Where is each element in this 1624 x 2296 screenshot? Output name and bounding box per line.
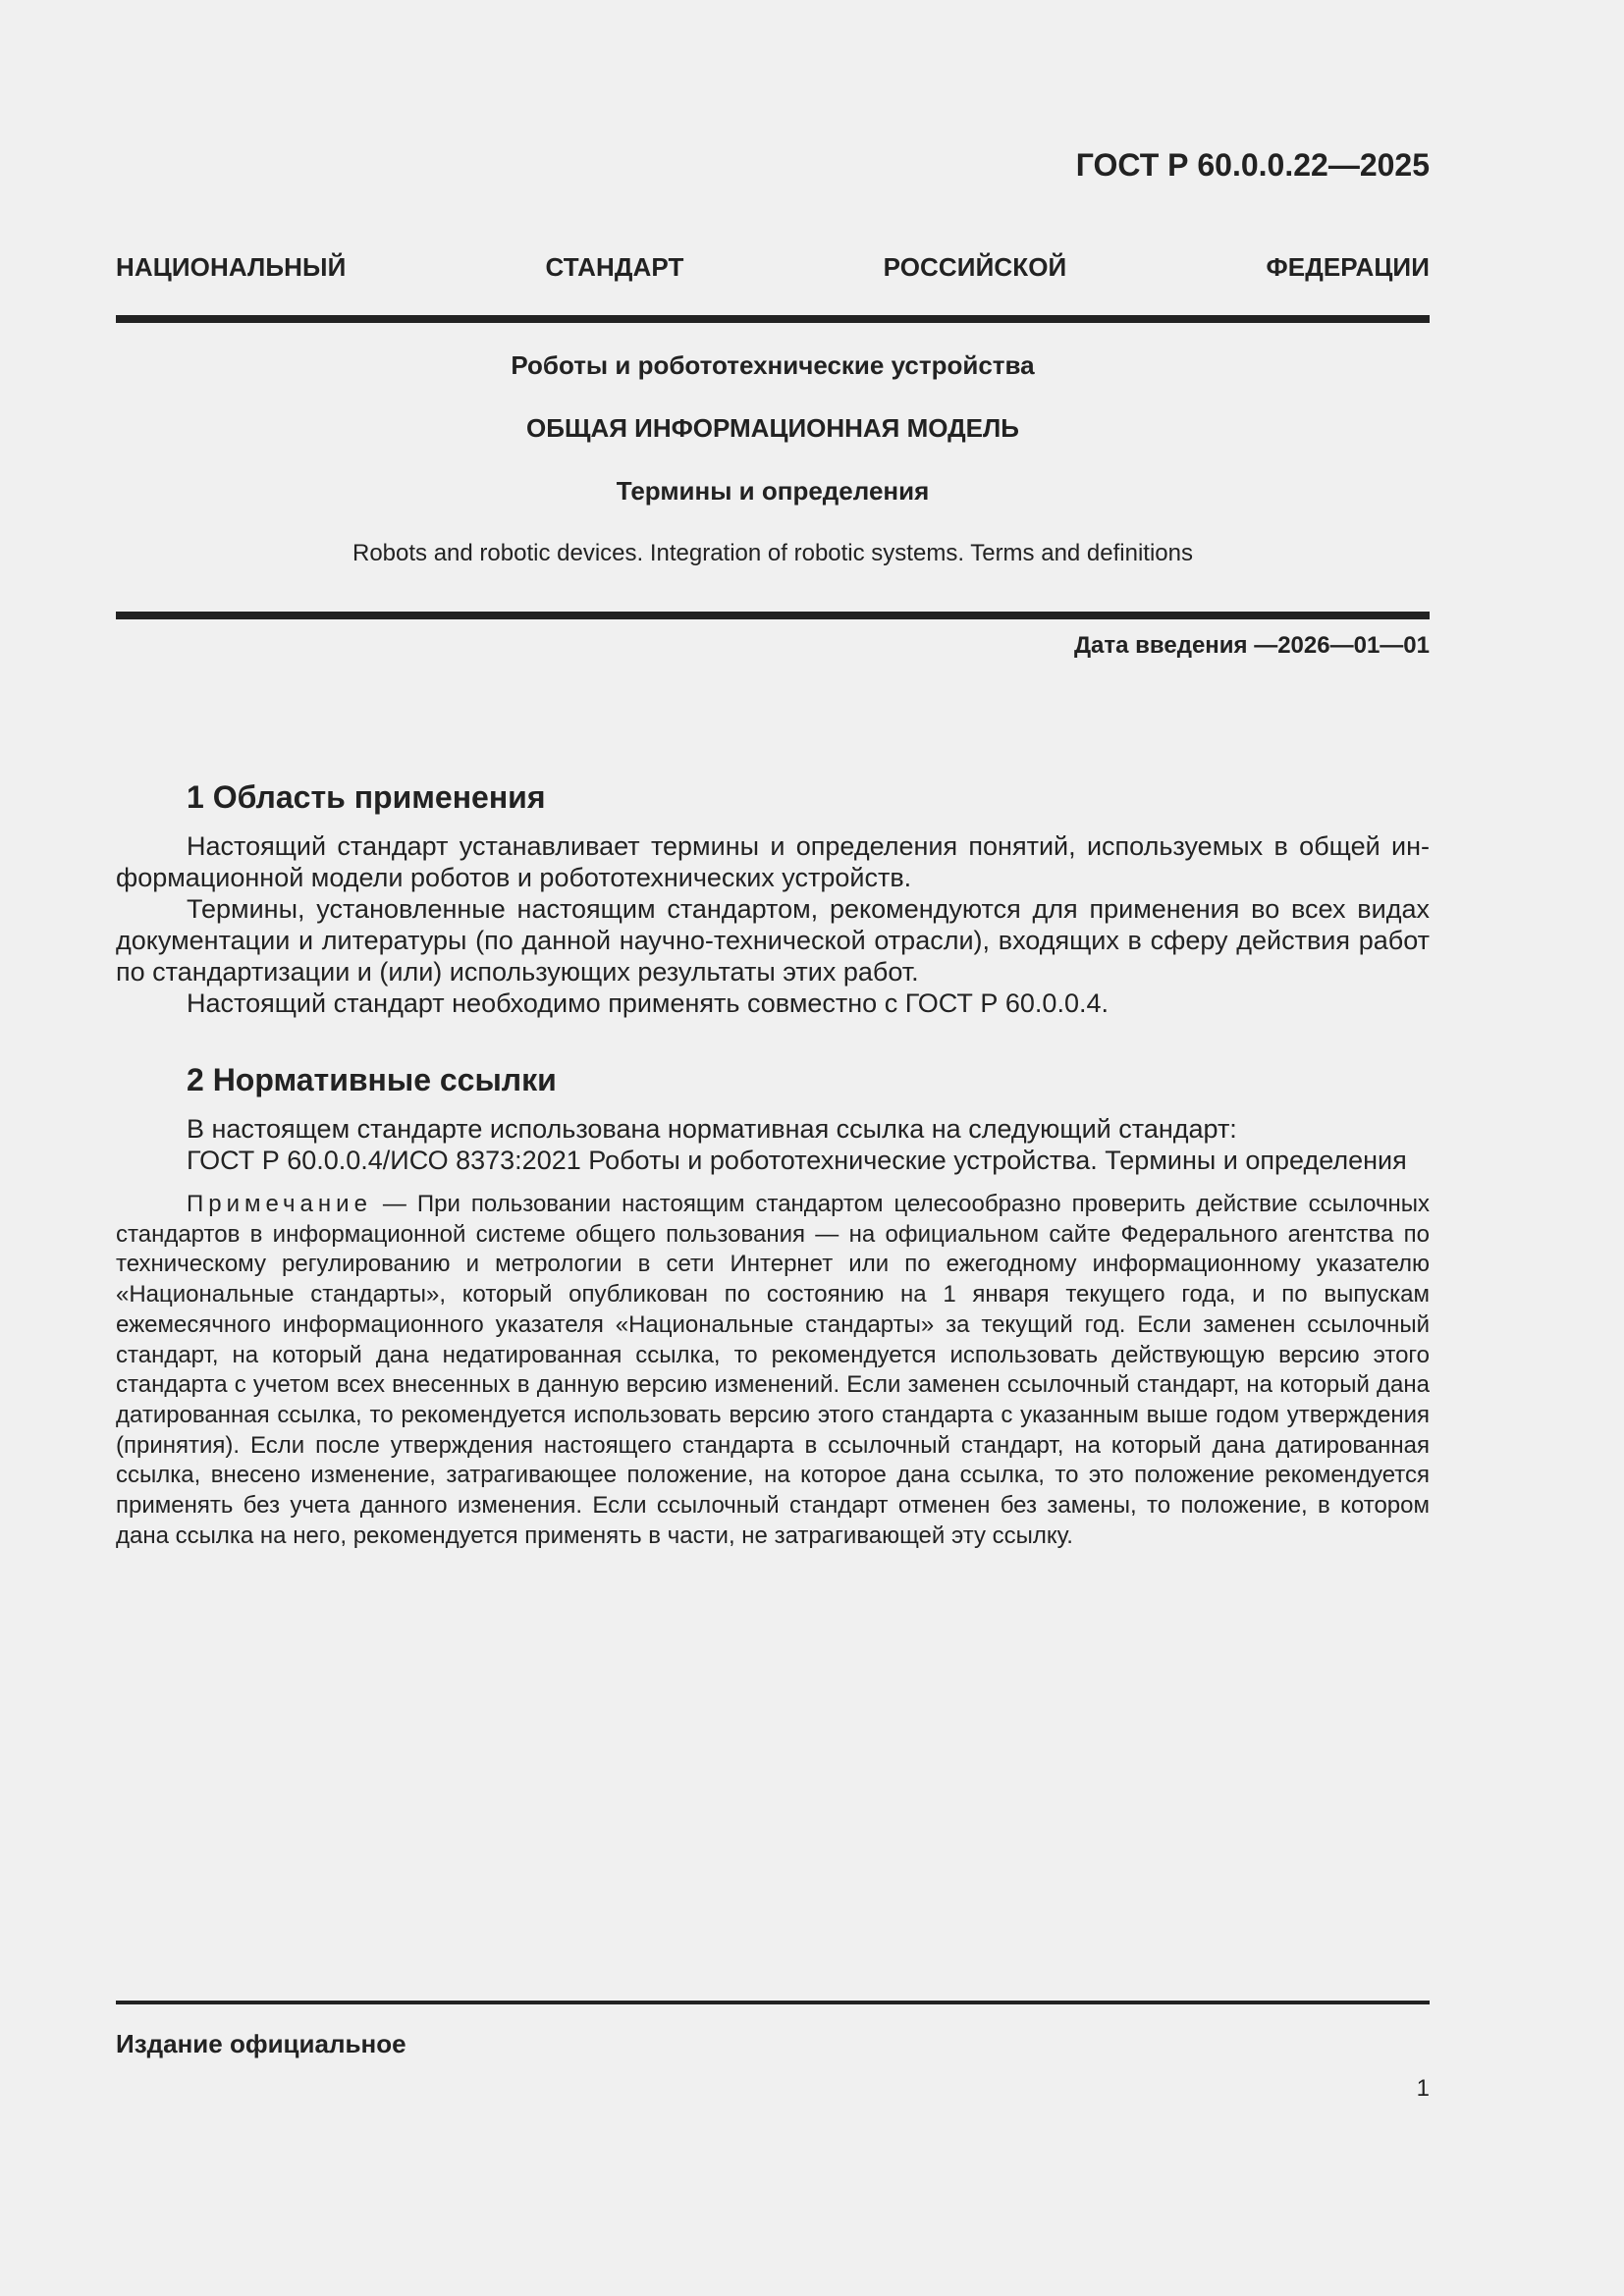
section-heading: 2 Нормативные ссылки: [187, 1062, 557, 1097]
paragraph: Настоящий стандарт устанавливает термины и определения понятий, используемых в общей информационной модели роботов и робототехнических устройств.: [116, 831, 1430, 892]
official-edition-label: Издание официальное: [116, 2029, 406, 2058]
note-label: Примечание: [187, 1191, 372, 1217]
title-line-1: Роботы и робототехнические устройства: [511, 350, 1035, 380]
title-block: [116, 349, 1430, 569]
introduction-date: Дата введения —2026—01—01: [1073, 632, 1430, 659]
paragraph: Термины, установленные настоящим стандартом, рекомендуются для применения во всех видах документации и литературы (по данной научно-технической отрасли), входящих в сферу действия работ по стандартизации и (или) использующих результаты этих работ.: [116, 894, 1430, 987]
section-heading: 1 Область применения: [187, 779, 546, 815]
paragraph: В настоящем стандарте использована нормативная ссылка на следующий стандарт:: [187, 1114, 1237, 1144]
note-text: — При пользовании настоящим стандартом целесообразно проверить действие ссылочных стандартов в информационной системе общего пользования — на официальном сайте Федерального агентства по техническому регулированию и метрологии в сети Интернет или по ежегодному информационному указателю «Национальные стандарты», который опубликован по состоянию на 1 января текущего года, и по выпускам ежемесячного информационного указателя «Национальные стандарты» за текущий год. Если заменен ссылочный стандарт, на который дана недатированная ссылка, то рекомендуется использовать действующую версию этого стандарта с учетом всех внесенных в данную версию изменений. Если заменен ссылочный стандарт, на который дана датированная ссылка, то рекомендуется использовать версию этого стандарта с указанным выше годом утверждения (принятия). Если после утверждения настоящего стандарта в ссылочный стандарт, на который дана датированная ссылка, внесено изменение, затрагивающее положение, на которое дана ссылка, то это положение рекомендуется применять без учета данного изменения. Если ссылочный стандарт отменен без замены, то положение, в котором дана ссылка на него, рекомендуется применять в части, не затрагивающей эту ссылку.: [116, 1191, 1430, 1549]
middle-divider: [116, 612, 1430, 619]
title-line-2: ОБЩАЯ ИНФОРМАЦИОННАЯ МОДЕЛЬ: [526, 413, 1019, 443]
document-body: [116, 775, 1430, 1551]
section-spacer: [116, 1019, 1430, 1058]
footer-divider: [116, 2001, 1430, 2004]
page-number: 1: [1416, 2075, 1430, 2102]
title-line-3: Термины и определения: [616, 476, 930, 506]
reference-entry: ГОСТ Р 60.0.0.4/ИСО 8373:2021 Роботы и робототехнические устройства. Термины и определения: [187, 1146, 1407, 1175]
title-english: Robots and robotic devices. Integration of robotic systems. Terms and definitions: [352, 540, 1193, 566]
top-divider: [116, 315, 1430, 323]
paragraph: Настоящий стандарт необходимо применять совместно с ГОСТ Р 60.0.0.4.: [187, 988, 1109, 1018]
section-normative-references: [116, 1058, 1430, 1551]
note-paragraph: [116, 1190, 1430, 1551]
national-standard-banner: НАЦИОНАЛЬНЫЙ СТАНДАРТ РОССИЙСКОЙ ФЕДЕРАЦИИ: [116, 252, 1430, 282]
section-scope: [116, 775, 1430, 1019]
document-page: [116, 0, 1430, 2296]
document-number: ГОСТ Р 60.0.0.22—2025: [1075, 147, 1430, 183]
